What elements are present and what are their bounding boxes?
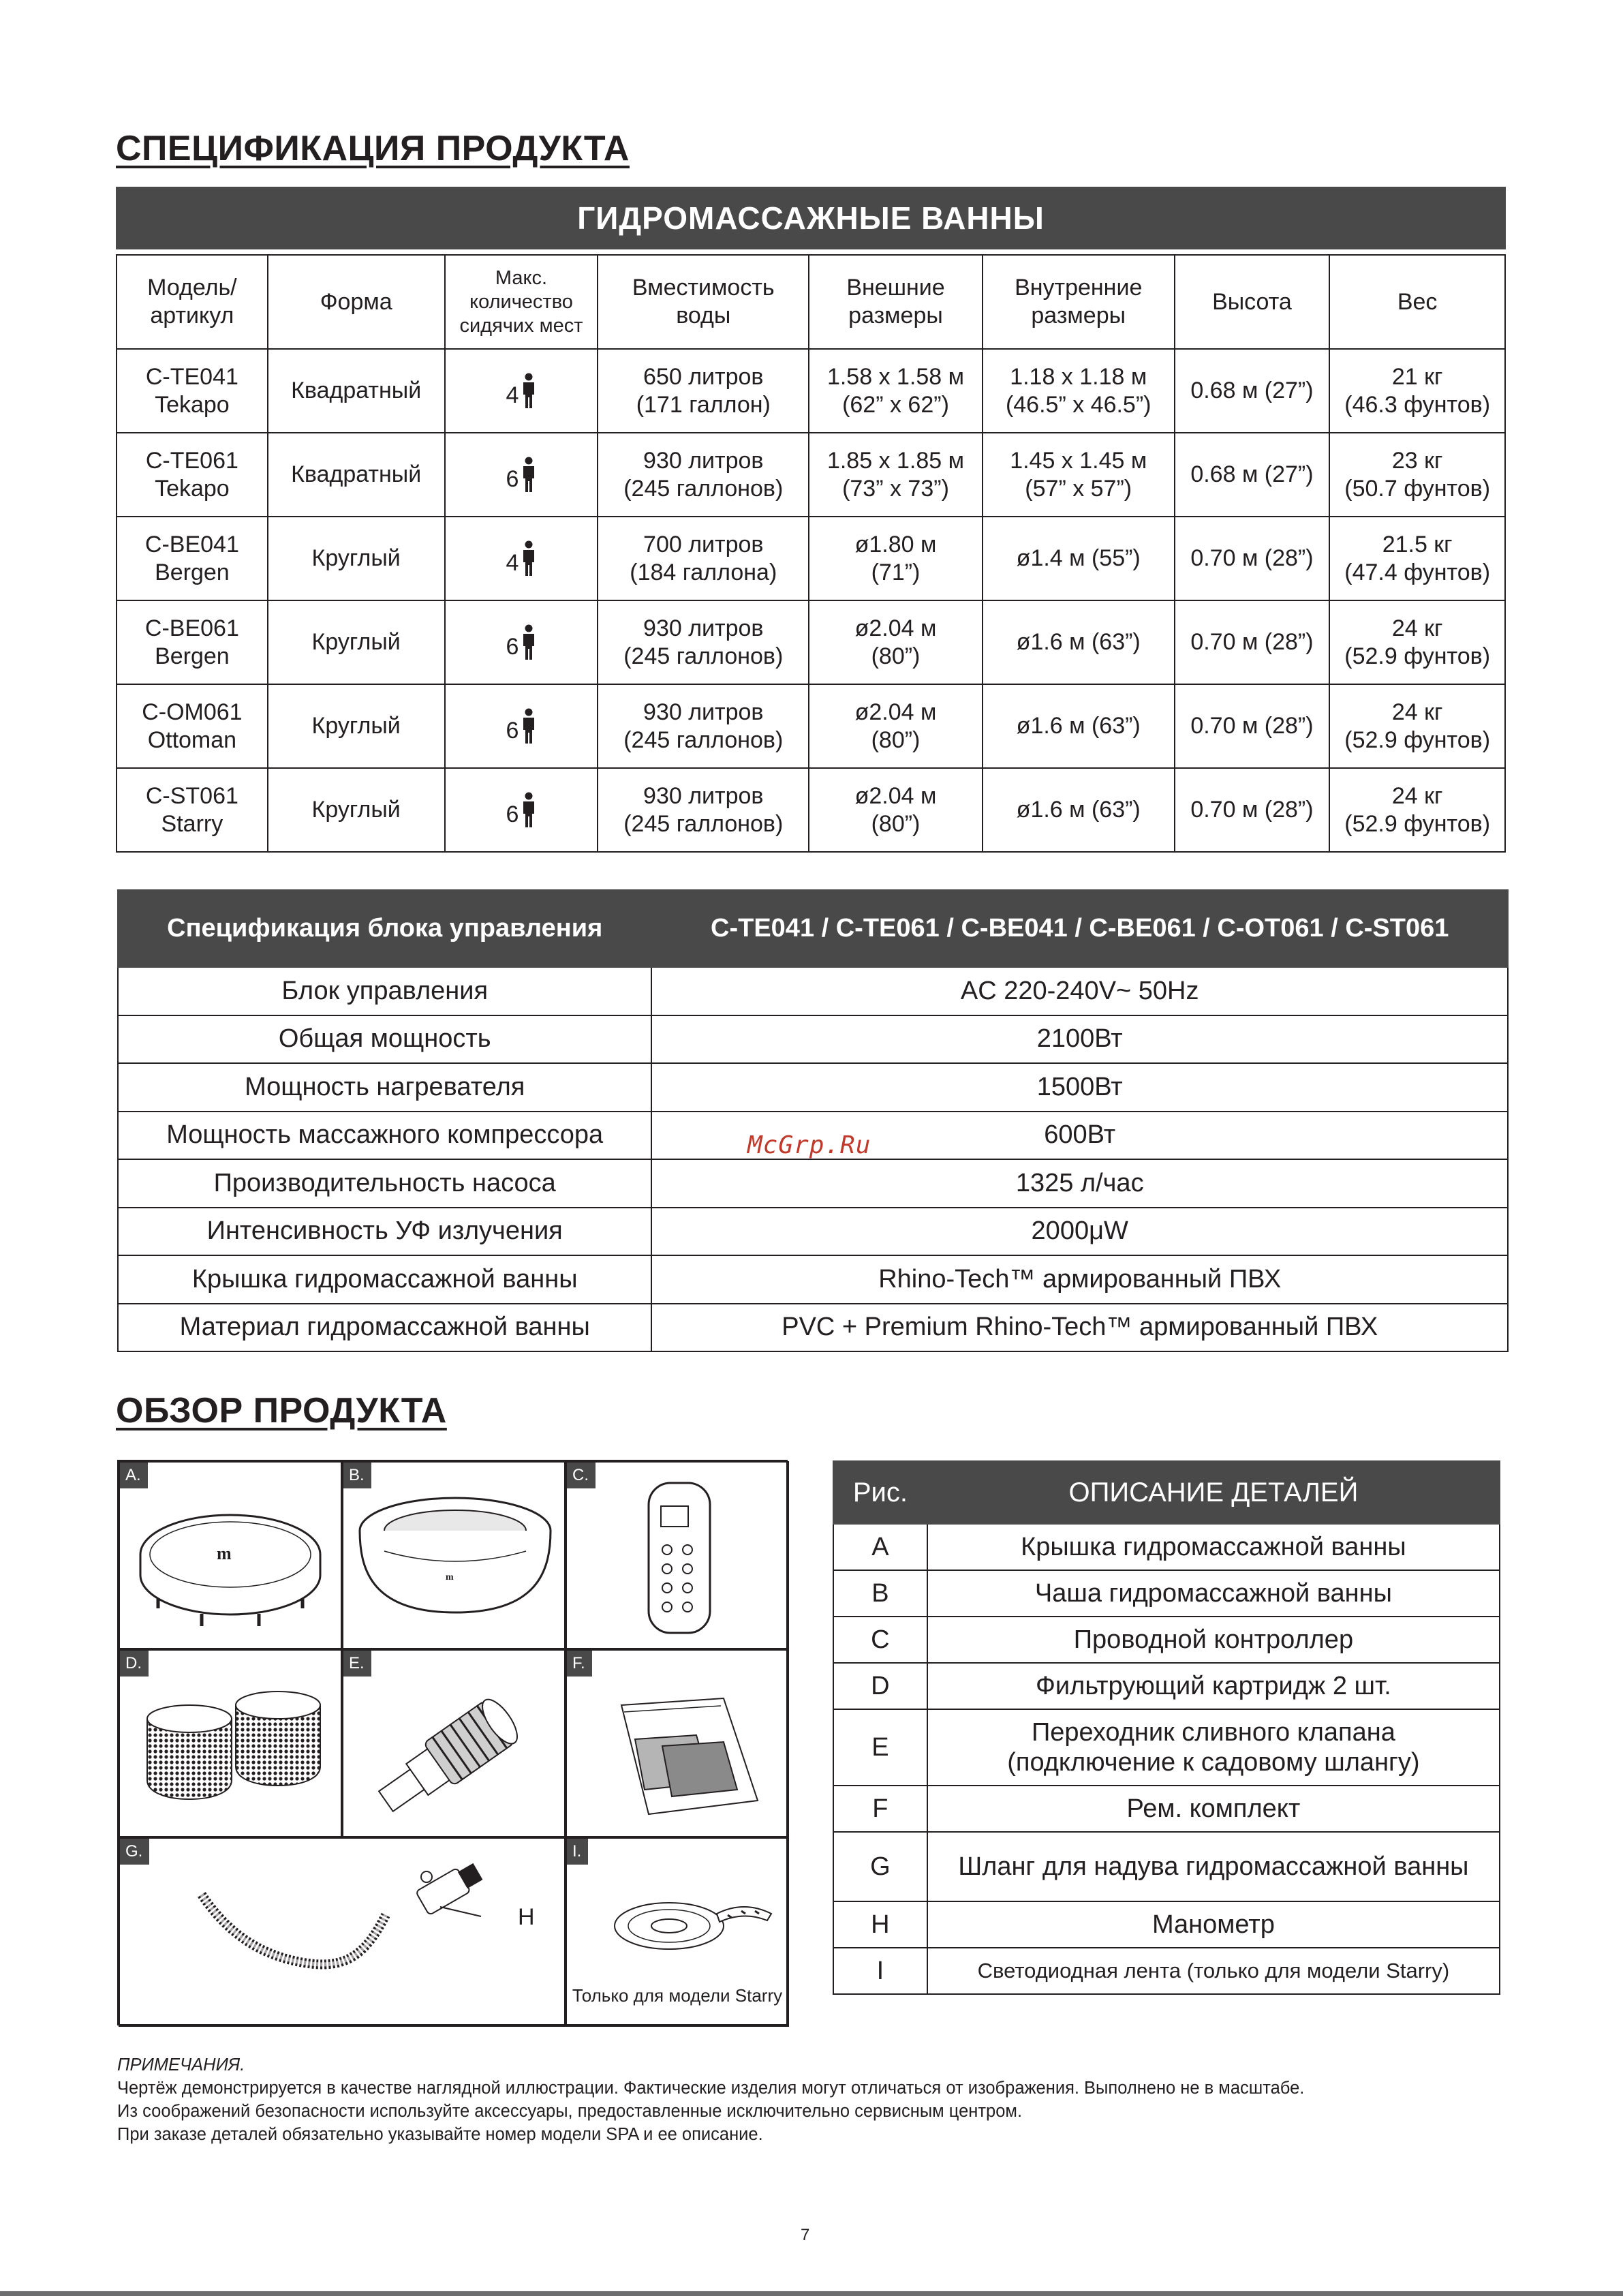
svg-text:m: m [446, 1572, 454, 1582]
parts-illustration-grid [117, 1460, 788, 2025]
overview-title: ОБЗОР ПРОДУКТА [116, 1391, 447, 1430]
filter-cartridge-icon [120, 1651, 342, 1837]
parts-description-table [833, 1460, 1500, 1995]
table-row: H Манометр [833, 1901, 1500, 1948]
note-line: При заказе деталей обязательно указывайте номер модели SPA и ее описание. [117, 2125, 763, 2144]
part-b-cell [342, 1461, 566, 1649]
table-row: C-TE041 Tekapo Квадратный 4 650 литров (171 галлон) 1.58 x 1.58 м (62” x 62”) 1.18 x 1.18 м (46.5” x 46.5”) 0.68 м (27”) 21 кг (46.3 фунтов) [117, 349, 1505, 433]
part-tag: A. [120, 1463, 148, 1488]
part-tag: C. [567, 1463, 596, 1488]
parts-header-desc: ОПИСАНИЕ ДЕТАЛЕЙ [927, 1461, 1500, 1524]
part-f-cell [566, 1649, 789, 1837]
control-header-right: C-TE041 / C-TE061 / C-BE041 / C-BE061 / C-OT061 / C-ST061 [651, 890, 1508, 967]
page-number: 7 [801, 2226, 810, 2244]
header-height: Высота [1175, 255, 1330, 349]
part-e-cell [342, 1649, 566, 1837]
part-g-cell [119, 1837, 566, 2027]
part-d-cell [119, 1649, 342, 1837]
repair-kit-icon [567, 1651, 789, 1837]
person-icon [521, 708, 536, 744]
controller-icon [567, 1463, 789, 1649]
table-row: Общая мощность 2100Вт [118, 1015, 1508, 1064]
header-seats: Макс. количество сидячих мест [445, 255, 598, 349]
table-row: C-BE061 Bergen Круглый 6 930 литров (245 галлонов) ø2.04 м (80”) ø1.6 м (63”) 0.70 м (28”) 24 кг (52.9 фунтов) [117, 600, 1505, 684]
table-row: Блок управления AC 220-240V~ 50Hz [118, 967, 1508, 1015]
manometer-label: H [518, 1904, 535, 1930]
table-row: Мощность массажного компрессора 600Вт [118, 1112, 1508, 1160]
table-row: G Шланг для надува гидромассажной ванны [833, 1832, 1500, 1901]
parts-table-header [833, 1461, 1500, 1524]
spa-table-banner: ГИДРОМАССАЖНЫЕ ВАННЫ [116, 187, 1506, 249]
part-i-cell [566, 1837, 789, 2027]
table-row: Мощность нагревателя 1500Вт [118, 1063, 1508, 1112]
part-tag: I. [567, 1839, 588, 1865]
table-row: A Крышка гидромассажной ванны [833, 1524, 1500, 1570]
table-row: Материал гидромассажной ванны PVC + Premium Rhino-Tech™ армированный ПВХ [118, 1304, 1508, 1352]
person-icon [521, 540, 536, 576]
table-row: C-ST061 Starry Круглый 6 930 литров (245 галлонов) ø2.04 м (80”) ø1.6 м (63”) 0.70 м (28”) 24 кг (52.9 фунтов) [117, 768, 1505, 852]
header-shape: Форма [268, 255, 445, 349]
starry-note: Только для модели Starry [572, 1985, 783, 2006]
spa-table-header [117, 255, 1505, 349]
note-line: Чертёж демонстрируется в качестве наглядной иллюстрации. Фактические изделия могут отличаться от изображения. Выполнено не в масштабе. [117, 2079, 1305, 2098]
bottom-bar [0, 2291, 1623, 2296]
table-row: E Переходник сливного клапана (подключение к садовому шлангу) [833, 1709, 1500, 1786]
table-row: C-OM061 Ottoman Круглый 6 930 литров (245 галлонов) ø2.04 м (80”) ø1.6 м (63”) 0.70 м (28”) 24 кг (52.9 фунтов) [117, 684, 1505, 768]
table-row: Производительность насоса 1325 л/час [118, 1159, 1508, 1208]
spa-tub-icon [343, 1463, 566, 1649]
svg-text:m: m [217, 1544, 232, 1563]
spa-cover-icon [120, 1463, 342, 1649]
header-external: Внешние размеры [809, 255, 983, 349]
table-row: F Рем. комплект [833, 1786, 1500, 1832]
table-row: C Проводной контроллер [833, 1617, 1500, 1663]
person-icon [521, 373, 536, 408]
parts-header-fig: Рис. [833, 1461, 927, 1524]
header-capacity: Вместимость воды [598, 255, 809, 349]
header-weight: Вес [1329, 255, 1505, 349]
notes-title: ПРИМЕЧАНИЯ. [117, 2055, 245, 2075]
control-table-header [118, 890, 1508, 967]
notes [117, 2053, 1304, 2146]
header-internal: Внутренние размеры [983, 255, 1175, 349]
table-row: D Фильтрующий картридж 2 шт. [833, 1663, 1500, 1709]
person-icon [521, 792, 536, 827]
part-tag: B. [343, 1463, 371, 1488]
control-spec-table [117, 889, 1509, 1352]
part-tag: D. [120, 1651, 149, 1677]
note-line: Из соображений безопасности используйте аксессуары, предоставленные исключительно сервисным центром. [117, 2102, 1023, 2121]
control-header-left: Спецификация блока управления [118, 890, 651, 967]
person-icon [521, 457, 536, 492]
table-row: Интенсивность УФ излучения 2000μW [118, 1208, 1508, 1256]
part-tag: G. [120, 1839, 149, 1865]
inflation-hose-icon [120, 1839, 566, 2027]
spec-title: СПЕЦИФИКАЦИЯ ПРОДУКТА [116, 129, 630, 168]
spa-spec-table [116, 254, 1506, 853]
table-row: B Чаша гидромассажной ванны [833, 1570, 1500, 1617]
person-icon [521, 624, 536, 660]
header-model: Модель/ артикул [117, 255, 268, 349]
part-c-cell [566, 1461, 789, 1649]
table-row: Крышка гидромассажной ванны Rhino-Tech™ армированный ПВХ [118, 1255, 1508, 1304]
part-a-cell [119, 1461, 342, 1649]
drain-adapter-icon [343, 1651, 566, 1837]
watermark: McGrp.Ru [747, 1131, 871, 1159]
table-row: I Светодиодная лента (только для модели Starry) [833, 1948, 1500, 1994]
part-tag: E. [343, 1651, 371, 1677]
table-row: C-BE041 Bergen Круглый 4 700 литров (184 галлона) ø1.80 м (71”) ø1.4 м (55”) 0.70 м (28”) 21.5 кг (47.4 фунтов) [117, 517, 1505, 600]
part-tag: F. [567, 1651, 592, 1677]
table-row: C-TE061 Tekapo Квадратный 6 930 литров (245 галлонов) 1.85 x 1.85 м (73” x 73”) 1.45 x 1.45 м (57” x 57”) 0.68 м (27”) 23 кг (50.7 фунтов) [117, 433, 1505, 517]
